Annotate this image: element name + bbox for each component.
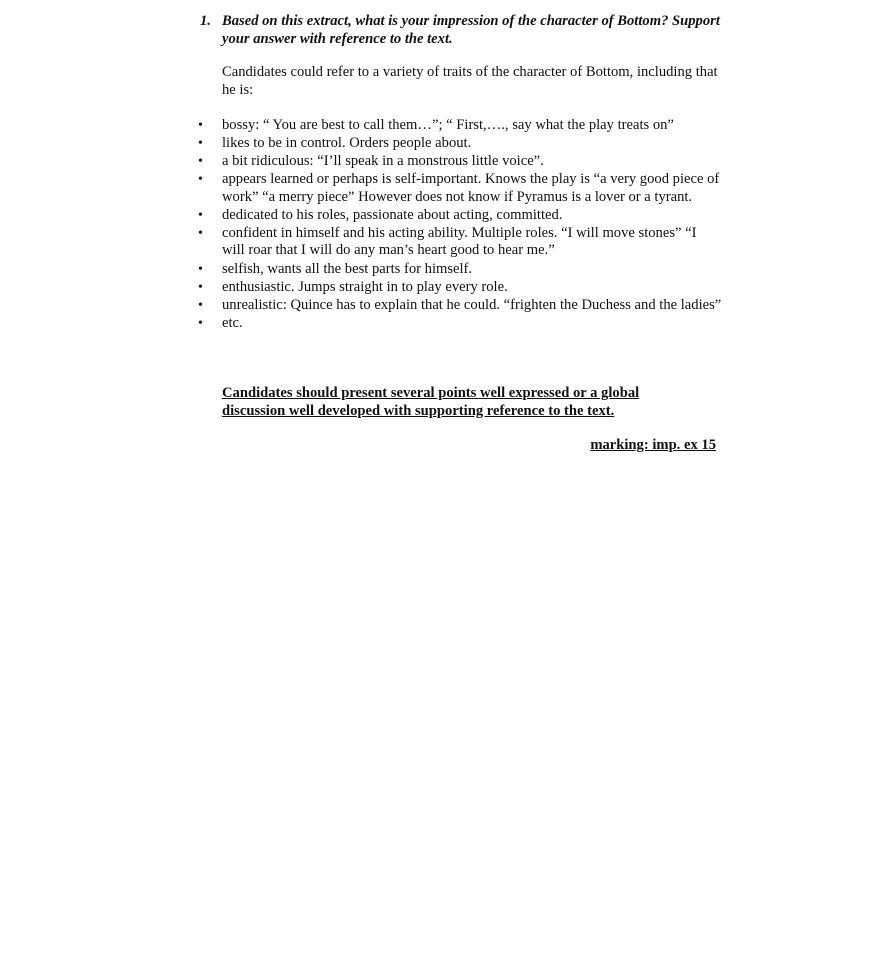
bullet-icon: • bbox=[198, 207, 203, 223]
list-item bbox=[196, 153, 726, 171]
list-item bbox=[196, 315, 726, 333]
bullet-icon: • bbox=[198, 261, 203, 277]
list-item bbox=[196, 207, 726, 225]
bullet-icon: • bbox=[198, 118, 203, 133]
question-number: 1. bbox=[200, 13, 211, 29]
list-item bbox=[196, 297, 726, 315]
bullet-icon: • bbox=[198, 154, 203, 170]
list-item-text: confident in himself and his acting ability. Multiple roles. “I will move stones” “I will roar that I will do any man’s heart good to hear me.” bbox=[222, 224, 697, 259]
question-text: Based on this extract, what is your impression of the character of Bottom? Support your answer with reference to the text. bbox=[222, 13, 720, 47]
list-item bbox=[196, 261, 726, 279]
list-item-text: selfish, wants all the best parts for himself. bbox=[222, 260, 473, 277]
bullet-icon: • bbox=[198, 136, 203, 152]
intro-paragraph: Candidates could refer to a variety of traits of the character of Bottom, including that he is: bbox=[222, 64, 718, 98]
bullet-icon: • bbox=[198, 297, 203, 313]
list-item-text: unrealistic: Quince has to explain that he could. “frighten the Duchess and the ladies” bbox=[222, 296, 722, 313]
marking-scheme-label: marking: imp. ex 15 bbox=[590, 437, 716, 453]
traits-list bbox=[196, 117, 726, 333]
list-item-text: enthusiastic. Jumps straight in to play every role. bbox=[222, 278, 508, 295]
question-heading bbox=[200, 12, 730, 48]
list-item bbox=[196, 171, 726, 206]
list-item bbox=[196, 279, 726, 297]
list-item-text: a bit ridiculous: “I’ll speak in a monstrous little voice”. bbox=[222, 153, 544, 170]
list-item-text: appears learned or perhaps is self-important. Knows the play is “a very good piece of work” “a merry piece” However does not know if Pyramus is a lover or a tyrant. bbox=[222, 171, 720, 205]
marking-guidance: Candidates should present several points well expressed or a global discussion well developed with supporting reference to the text. bbox=[222, 385, 640, 419]
bullet-icon: • bbox=[198, 225, 203, 241]
bullet-icon: • bbox=[198, 279, 203, 295]
list-item-text: dedicated to his roles, passionate about acting, committed. bbox=[222, 206, 563, 223]
list-item-text: bossy: “ You are best to call them…”; “ First,…., say what the play treats on” bbox=[222, 117, 674, 133]
bullet-icon: • bbox=[198, 315, 203, 331]
list-item-text: etc. bbox=[222, 314, 243, 331]
bullet-icon: • bbox=[198, 172, 203, 188]
list-item bbox=[196, 135, 726, 153]
list-item bbox=[196, 117, 726, 135]
list-item bbox=[196, 225, 726, 260]
list-item-text: likes to be in control. Orders people about. bbox=[222, 135, 472, 152]
